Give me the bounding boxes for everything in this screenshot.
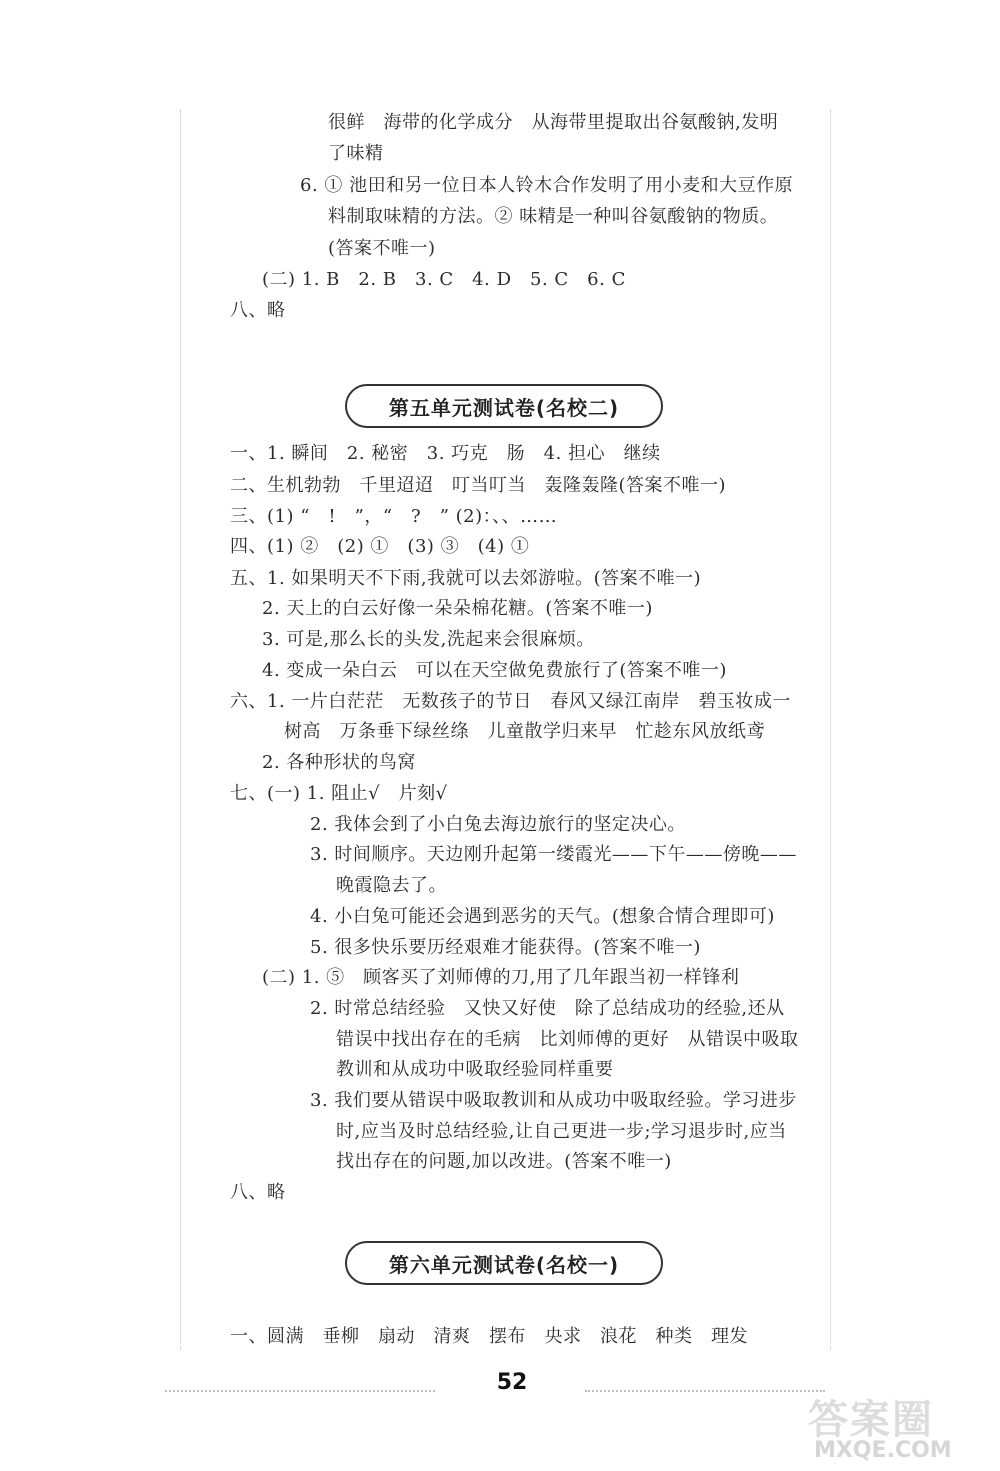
footer-rule-right xyxy=(585,1390,825,1392)
text-line: 时,应当及时总结经验,让自己更进一步;学习退步时,应当 xyxy=(336,1121,787,1142)
unit-6-heading xyxy=(345,1241,663,1285)
text-line: 了味精 xyxy=(328,143,384,164)
text-line: 树高 万条垂下绿丝绦 儿童散学归来早 忙趁东风放纸鸢 xyxy=(284,721,765,742)
text-line: 教训和从成功中吸取经验同样重要 xyxy=(336,1059,614,1080)
text-line: 八、略 xyxy=(230,300,286,321)
text-line: 错误中找出存在的毛病 比刘师傅的更好 从错误中吸取 xyxy=(336,1029,799,1050)
text-line: (二) 1. ⑤ 顾客买了刘师傅的刀,用了几年跟当初一样锋利 xyxy=(262,967,740,988)
text-line: 2. 我体会到了小白兔去海边旅行的坚定决心。 xyxy=(310,814,686,835)
text-line: 六、1. 一片白茫茫 无数孩子的节日 春风又绿江南岸 碧玉妆成一 xyxy=(230,691,791,712)
text-line: 三、(1) “ ! ”，“ ? ” (2)：、、…… xyxy=(230,506,558,527)
text-line: 3. 时间顺序。天边刚升起第一缕霞光——下午——傍晚—— xyxy=(310,844,797,865)
unit-6-heading-text: 第六单元测试卷(名校一) xyxy=(388,1252,620,1277)
text-line: 找出存在的问题,加以改进。(答案不唯一) xyxy=(336,1151,672,1172)
text-line: 3. 我们要从错误中吸取教训和从成功中吸取经验。学习进步 xyxy=(310,1090,797,1111)
text-line: 2. 天上的白云好像一朵朵棉花糖。(答案不唯一) xyxy=(262,598,653,619)
text-line: 4. 小白兔可能还会遇到恶劣的天气。(想象合情合理即可) xyxy=(310,906,775,927)
text-line: 5. 很多快乐要历经艰难才能获得。(答案不唯一) xyxy=(310,937,701,958)
watermark-text: 答案圈 xyxy=(808,1397,934,1443)
text-line: 2. 时常总结经验 又快又好使 除了总结成功的经验,还从 xyxy=(310,998,785,1019)
text-line: 二、生机勃勃 千里迢迢 叮当叮当 轰隆轰隆(答案不唯一) xyxy=(230,475,727,496)
text-line: (答案不唯一) xyxy=(328,238,436,259)
text-line: 一、圆满 垂柳 扇动 清爽 摆布 央求 浪花 种类 理发 xyxy=(230,1326,748,1347)
text-line: 一、1. 瞬间 2. 秘密 3. 巧克 肠 4. 担心 继续 xyxy=(230,443,661,464)
unit-5-heading-text: 第五单元测试卷(名校二) xyxy=(388,395,620,420)
text-line: 很鲜 海带的化学成分 从海带里提取出谷氨酸钠,发明 xyxy=(328,112,779,133)
unit-5-heading xyxy=(345,384,663,428)
text-line: 料制取味精的方法。② 味精是一种叫谷氨酸钠的物质。 xyxy=(328,206,779,227)
text-line: 3. 可是,那么长的头发,洗起来会很麻烦。 xyxy=(262,629,595,650)
text-line: 晚霞隐去了。 xyxy=(336,875,447,896)
page-number: 52 xyxy=(496,1370,528,1395)
left-margin-rule xyxy=(180,110,181,1350)
watermark-logo xyxy=(808,1388,988,1468)
text-line: 五、1. 如果明天不下雨,我就可以去郊游啦。(答案不唯一) xyxy=(230,568,702,589)
watermark-url: MXQE.COM xyxy=(814,1438,952,1463)
text-line: 八、略 xyxy=(230,1182,286,1203)
text-line: 4. 变成一朵白云 可以在天空做免费旅行了(答案不唯一) xyxy=(262,660,727,681)
text-line: 四、(1) ② (2) ① (3) ③ (4) ① xyxy=(230,536,530,557)
text-line: 6. ① 池田和另一位日本人铃木合作发明了用小麦和大豆作原 xyxy=(300,175,794,196)
right-margin-rule xyxy=(830,110,831,1350)
text-line: 2. 各种形状的鸟窝 xyxy=(262,752,416,773)
text-line: (二) 1. B 2. B 3. C 4. D 5. C 6. C xyxy=(262,269,626,290)
text-line: 七、(一) 1. 阻止√ 片刻√ xyxy=(230,783,448,804)
footer-rule-left xyxy=(165,1390,435,1392)
